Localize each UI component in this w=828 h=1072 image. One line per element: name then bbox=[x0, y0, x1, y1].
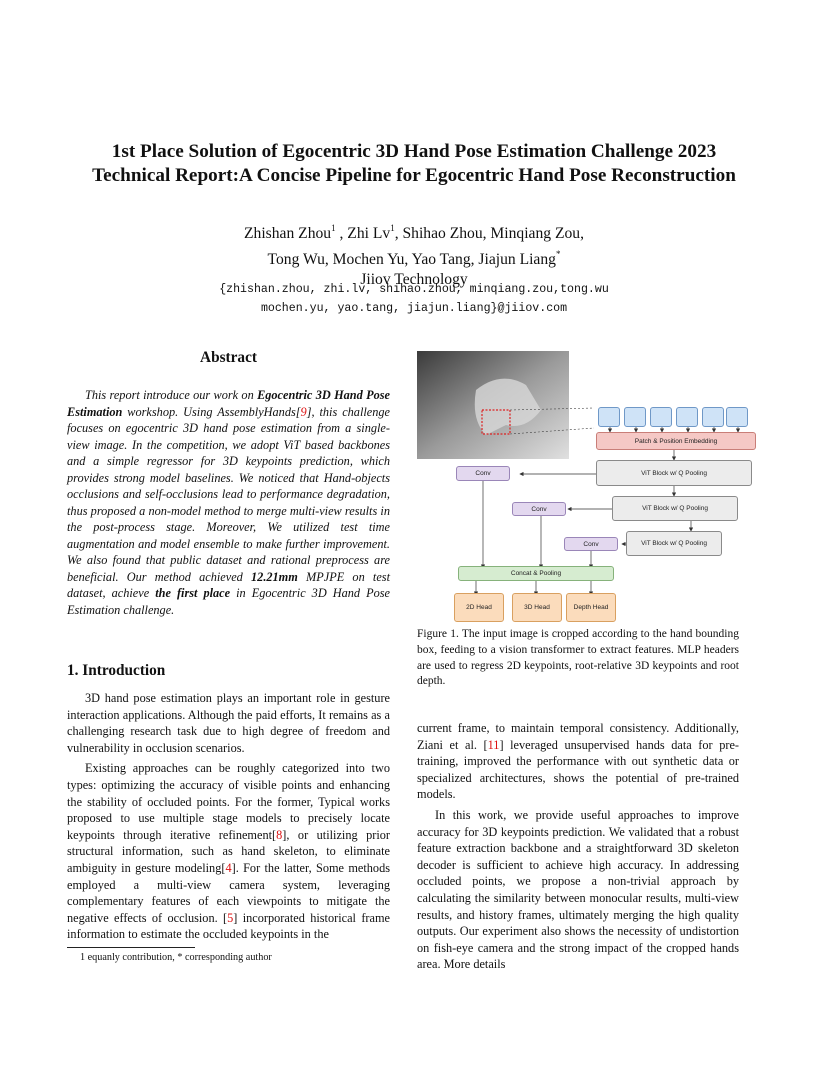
section-heading-introduction: 1. Introduction bbox=[67, 662, 166, 679]
abstract-text: This report introduce our work on Egocentric 3D Hand Pose Estimation workshop. Using AssemblyHands[9], this challenge focuses on egocentric 3D hand pose estimation from a single-view image. In the competition, we adopt ViT based backbones and a simple regressor for 3D keypoints prediction, which provides strong model baselines. We noticed that Hand-objects occlusions and self-occlusions lead to performance degradation, thus proposed a non-model method to merge multi-view results in the post-process stage. Moreover, We utilized test time augmentation and model ensemble to make further improvement. We also found that public dataset and rational preprocess are beneficial. Our method achieved 12.21mm MPJPE on test dataset, achieve the first place in Egocentric 3D Hand Pose Estimation challenge. bbox=[67, 388, 390, 617]
patch-token bbox=[702, 407, 724, 427]
paper-title bbox=[40, 140, 788, 188]
3d-head: 3D Head bbox=[512, 593, 562, 622]
patch-token bbox=[676, 407, 698, 427]
title-line-1: 1st Place Solution of Egocentric 3D Hand Pose Estimation Challenge 2023 bbox=[111, 141, 717, 162]
patch-token bbox=[650, 407, 672, 427]
paragraph: In this work, we provide useful approaches to improve accuracy for 3D keypoints prediction. We validated that a robust feature extraction backbone and a straightforward 3D skeleton decoder is sufficient to achieve high accuracy. In addressing occluded points, we propose a non-trivial approach by calculating the similarity between monocular results, multi-view results, and history frames, ultimately merging the high quality outputs. Our experiment also shows the necessity of undistortion on fish-eye camera and the strong impact of the cropped hands area. More details bbox=[417, 807, 739, 972]
concat-pooling-block: Concat & Pooling bbox=[458, 566, 614, 581]
patch-embedding-block: Patch & Position Embedding bbox=[596, 432, 756, 450]
paragraph: current frame, to maintain temporal consistency. Additionally, Ziani et al. [11] leveraged unsupervised hands data for pre-training, improved the performance with out synthetic data or specialized architectures, shows the potential of pre-trained models. bbox=[417, 721, 739, 802]
author-line-1: Zhishan Zhou$^1$ , Zhi Lv$^1$, Shihao Zhou, Minqiang Zou, bbox=[244, 223, 584, 242]
vit-block-2: ViT Block w/ Q Pooling bbox=[612, 496, 738, 521]
citation-link[interactable]: 8 bbox=[276, 827, 283, 842]
patch-token bbox=[598, 407, 620, 427]
figure-1 bbox=[416, 350, 756, 625]
footnote-rule bbox=[67, 947, 195, 948]
conv-block-2: Conv bbox=[512, 502, 566, 516]
conv-block-3: Conv bbox=[564, 537, 618, 551]
footnote: 1 equanly contribution, * corresponding author bbox=[80, 952, 272, 963]
affiliation: Jiiov Technology bbox=[360, 271, 468, 288]
patch-token bbox=[624, 407, 646, 427]
vit-block-3: ViT Block w/ Q Pooling bbox=[626, 531, 722, 556]
citation-link[interactable]: 9 bbox=[300, 404, 307, 419]
figure-caption: Figure 1. The input image is cropped according to the hand bounding box, feeding to a vision transformer to extract features. MLP headers are used to regress 2D keypoints, root-relative 3D keypoints and root depth. bbox=[417, 628, 739, 688]
citation-link[interactable]: 11 bbox=[487, 737, 500, 752]
2d-head: 2D Head bbox=[454, 593, 504, 622]
conv-block-1: Conv bbox=[456, 466, 510, 481]
author-line-2: Tong Wu, Mochen Yu, Yao Tang, Jiajun Liang* bbox=[267, 249, 561, 268]
architecture-diagram bbox=[416, 350, 756, 625]
right-column-text bbox=[417, 720, 739, 977]
paragraph: Existing approaches can be roughly categorized into two types: optimizing the accuracy of visible points and enhancing the stability of occluded points. For the former, Typical works proposed to use multiple stage models to precisely locate keypoints through iterative refinement[8], or utilizing prior structural information, such as hand skeleton, to eliminate ambiguity in gesture modeling[4]. For the latter, Some methods employed a multi-view camera system, leveraging complementary features of each viewpoints to mitigate the negative effects of occlusion. [5] incorporated historical frame information to estimate the occluded keypoints in the bbox=[67, 761, 390, 942]
citation-link[interactable]: 4 bbox=[225, 860, 232, 875]
citation-link[interactable]: 5 bbox=[227, 910, 234, 925]
introduction-text bbox=[67, 690, 390, 947]
depth-head: Depth Head bbox=[566, 593, 616, 622]
paragraph: 3D hand pose estimation plays an important role in gesture interaction applications. Although the paid efforts, It remains as a challenging research task due to high degree of freedom and vulnerability in occlusion scenarios. bbox=[67, 691, 390, 755]
vit-block-1: ViT Block w/ Q Pooling bbox=[596, 460, 752, 486]
abstract-heading: Abstract bbox=[200, 349, 257, 366]
author-emails: {zhishan.zhou, zhi.lv, shihao.zhou, minqiang.zou,tong.wu mochen.yu, yao.tang, jiajun.liang}@jiiov.com bbox=[219, 283, 609, 315]
title-line-2: Technical Report:A Concise Pipeline for Egocentric Hand Pose Reconstruction bbox=[92, 165, 736, 186]
patch-token bbox=[726, 407, 748, 427]
